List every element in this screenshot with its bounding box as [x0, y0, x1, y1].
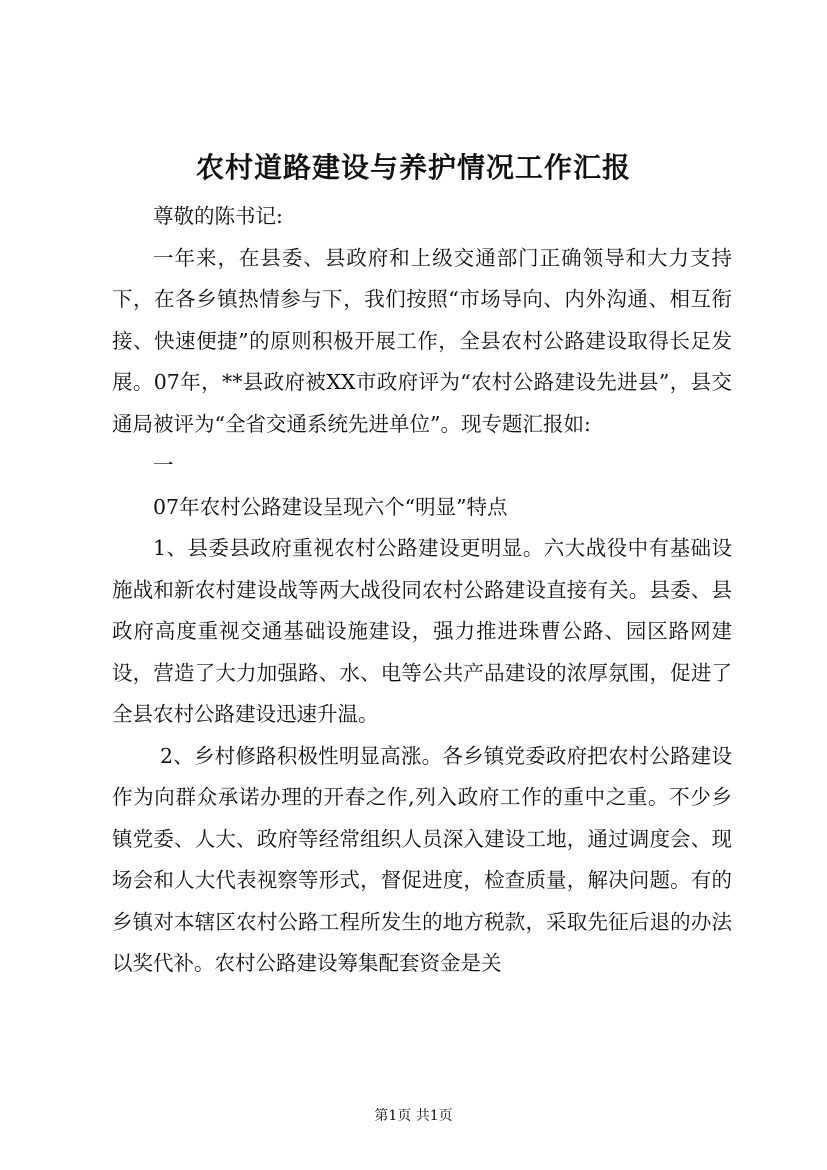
- section-heading: 07年农村公路建设呈现六个“明显”特点: [153, 494, 508, 519]
- paragraph-point-1: 1、县委县政府重视农村公路建设更明显。六大战役中有基础设施战和新农村建设战等两大战役同农村公路建设直接有关。县委、县政府高度重视交通基础设施建设，强力推进珠曹公路、园区路网建设，营造了大力加强路、水、电等公共产品建设的浓厚氛围，促进了全县农村公路建设迅速升温。: [112, 536, 732, 726]
- document-body: [112, 196, 732, 985]
- paragraph-intro: 一年来，在县委、县政府和上级交通部门正确领导和大力支持下，在各乡镇热情参与下，我们按照“市场导向、内外沟通、相互衔接、快速便捷”的原则积极开展工作，全县农村公路建设取得长足发展。07年，**县政府被XX市政府评为“农村公路建设先进县”，县交通局被评为“全省交通系统先进单位”。现专题汇报如:: [112, 245, 732, 436]
- page-footer: 第1页 共1页: [374, 1108, 453, 1124]
- document-title: 农村道路建设与养护情况工作汇报: [195, 151, 631, 184]
- section-number: 一: [153, 453, 174, 477]
- paragraph-point-2: 2、乡村修路积极性明显高涨。各乡镇党委政府把农村公路建设作为向群众承诺办理的开春之作,列入政府工作的重中之重。不少乡镇党委、人大、政府等经常组织人员深入建设工地，通过调度会、现场会和人大代表视察等形式，督促进度，检查质量，解决问题。有的乡镇对本辖区农村公路工程所发生的地方税款，采取先征后退的办法以奖代补。农村公路建设筹集配套资金是关: [112, 743, 732, 975]
- salutation: 尊敬的陈书记:: [153, 204, 283, 228]
